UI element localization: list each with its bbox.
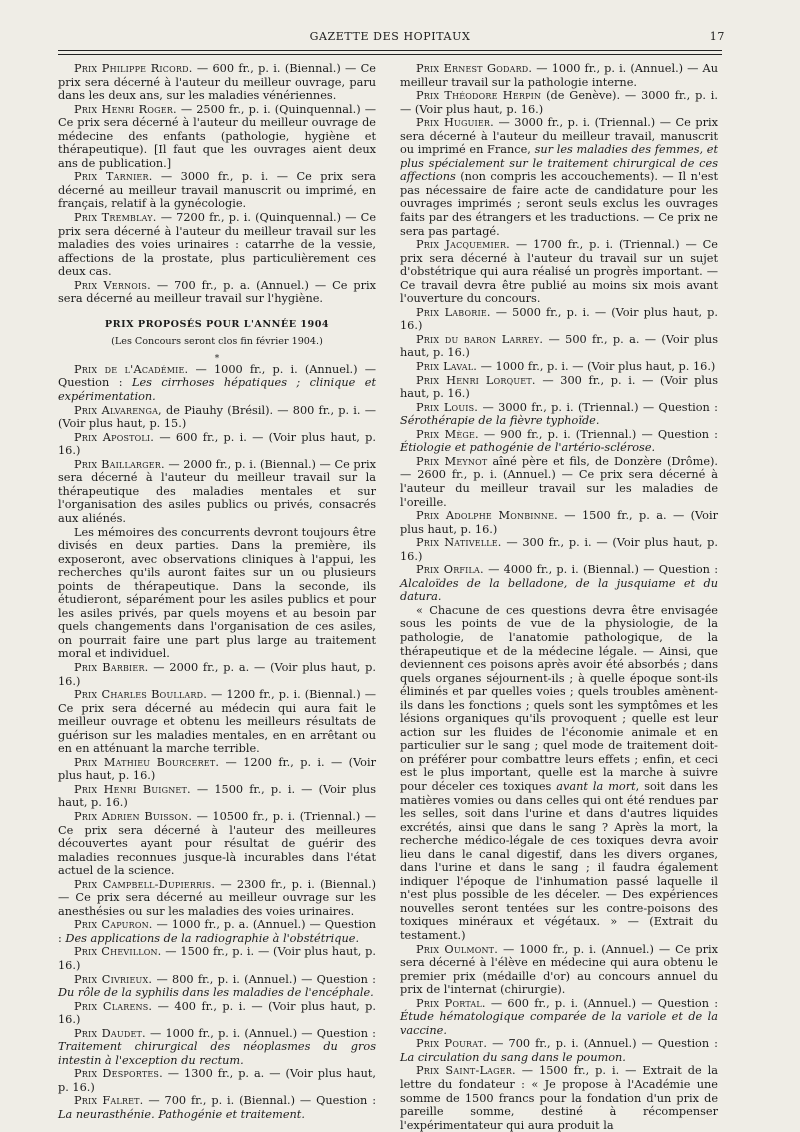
prize-question: La neurasthénie. Pathogénie et traitement. [58,1108,305,1122]
prize-text: — 1500 fr., p. i. — (Voir plus haut, p. 16.) [58,782,376,810]
prize-question: Étiologie et pathogénie de l'artério-sclérose. [400,441,656,455]
prize-entry [58,756,376,783]
prize-entry [400,116,718,238]
prize-entry [400,509,718,536]
prize-text: — 600 fr., p. i. (Annuel.) — Question : [485,996,718,1010]
prize-name: Prix Henri Buignet. [74,782,191,796]
prize-text: — 1500 fr., p. a. — (Voir plus haut, p. 16.) [400,509,718,536]
prize-name: Prix Desportes. [74,1067,163,1081]
prize-name: Prix Clarens. [74,999,153,1013]
prize-entry [400,455,718,509]
prize-entry [400,563,718,604]
prize-text: — 2300 fr., p. i. (Biennal.) — Ce prix sera décerné au meilleur ouvrage sur les anesthésies ou sur les maladies des voies urinaires. [58,877,376,918]
prize-text: — 500 fr., p. a. — (Voir plus haut, p. 16.) [400,332,718,360]
prize-name: Prix Henri Lorquet. [416,373,536,387]
prize-name: Prix Tremblay. [74,211,157,225]
prize-name: Prix Laborie. [416,305,491,319]
prize-text: — 1700 fr., p. i. (Triennal.) — Ce prix sera décerné à l'auteur du travail sur un sujet d'obstétrique qui aura réalisé un progrès important. — Ce travail devra être publié au moins six mois avant l'ouverture du concours. [400,238,718,306]
prize-text: (de Genève). — 3000 fr., p. i. — (Voir plus haut, p. 16.) [400,89,718,116]
prize-text: — 400 fr., p. i. — (Voir plus haut, p. 16.) [58,999,376,1027]
prize-entry [400,374,718,401]
prize-name: Prix Campbell-Dupierris. [74,877,216,891]
prize-text: — 3000 fr., p. i. (Triennal.) — Ce prix sera décerné à l'auteur du meilleur travail, manuscrit ou imprimé en France, [400,116,719,157]
prize-text: — 1000 fr., p. i. (Annuel.) — Question : [58,362,377,390]
prize-text: — 600 fr., p. i. — (Voir plus haut, p. 16.) [58,430,376,458]
prize-entry [58,945,376,972]
page-number: 17 [709,30,725,43]
prize-entry [58,170,376,211]
prize-name: Prix Charles Boullard. [74,688,208,702]
paragraph: Les mémoires des concurrents devront toujours être divisés en deux parties. Dans la première, ils exposeront, avec observations cliniques à l'appui, les recherches qu'ils auront faites sur un ou plusieurs points de thérapeutique. Dans la seconde, ils étudieront, séparément pour les asiles publics et pour les asiles privés, par quels moyens et au besoin par quels changements dans l'organisation de ces asiles, on pourrait faire une part plus large au traitement moral et individuel. [58,525,376,661]
prize-name: Prix Falret. [74,1094,144,1108]
prize-text: — 300 fr., p. i. — (Voir plus haut, p. 16.) [400,373,718,401]
prize-name: Prix Huguier. [416,116,494,130]
prize-name: Prix Jacquemier. [416,238,510,252]
quote-emphasis: avant la mort [556,779,636,793]
header-rule-thick [58,50,722,51]
section-note: (Les Concours seront clos fin février 1904.) [111,336,323,348]
prize-entry [58,783,376,810]
prize-name: Prix Baillarger. [74,457,165,471]
prize-name: Prix Civrieux. [74,972,153,986]
prize-name: Prix Adolphe Monbinne. [416,509,558,523]
testament-quote [400,604,718,943]
prize-entry [58,431,376,458]
prize-text: — 700 fr., p. a. (Annuel.) — Ce prix sera décerné au meilleur travail sur l'hygiène. [58,278,376,306]
prize-entry [58,878,376,919]
prize-text: — 1300 fr., p. a. — (Voir plus haut, p. 16.) [58,1067,376,1094]
prize-entry [400,1064,718,1132]
prize-question: Étude hématologique comparée de la variole et de la vaccine. [400,1010,718,1037]
prize-name: Prix Henri Roger. [74,102,177,116]
prize-name: Prix Barbier. [74,660,149,674]
prize-name: Prix Mathieu Bourceret. [74,755,220,769]
left-column [58,62,376,1122]
prize-name: Prix Capuron. [74,918,153,932]
prize-name: Prix Nativelle. [416,536,502,550]
prize-entry [58,1027,376,1068]
page-header [55,28,725,48]
prize-text: — 2000 fr., p. a. — (Voir plus haut, p. 16.) [58,660,376,688]
prize-question: Les cirrhoses hépatiques ; clinique et expérimentation. [58,376,376,404]
prize-entry [400,238,718,306]
prize-text: — 800 fr., p. i. (Annuel.) — Question : [152,972,376,986]
prize-text: — 3000 fr., p. i. (Triennal.) — Question : [478,400,718,414]
prize-text: aîné père et fils, de Donzère (Drôme). — 2600 fr., p. i. (Annuel.) — Ce prix sera décerné à l'auteur du meilleur travail sur les maladies de l'oreille. [400,454,719,509]
journal-title: GAZETTE DES HOPITAUX [309,30,471,43]
prize-text: — 7200 fr., p. i. (Quinquennal.) — Ce prix sera décerné à l'auteur du meilleur travail sur les maladies des voies urinaires : catarrhe de la vessie, affections de la prostate, plus particulièrement ces deux cas. [58,211,377,279]
prize-entry [58,363,376,404]
prize-text: — 10500 fr., p. i. (Triennal.) — Ce prix sera décerné à l'auteur des meilleures découvertes ayant pour résultat de guérir des maladies reconnues jusque-là incurables dans l'état actuel de la science. [58,809,376,878]
prize-name: Prix Adrien Buisson. [74,809,193,823]
prize-question: Alcaloïdes de la belladone, de la jusquiame et du datura. [400,576,718,604]
prize-name: Prix Chevillon. [74,945,162,959]
prize-name: Prix Vernois. [74,278,151,292]
prize-question: Des applications de la radiographie à l'obstétrique. [65,931,360,945]
prize-name: Prix Laval. [416,360,478,374]
prize-entry [58,1000,376,1027]
prize-name: Prix Théodore Herpin [416,89,542,103]
prize-entry [400,1037,718,1064]
prize-entry [400,333,718,360]
prize-text: — 1000 fr., p. a. (Annuel.) — Question : [58,918,376,945]
prize-name: Prix Meynot [416,454,488,468]
prize-entry [400,997,718,1038]
prize-name: Prix Apostoli. [74,430,155,444]
prize-text: — 2500 fr., p. i. (Quinquennal.) — Ce prix sera décerné à l'auteur du meilleur ouvrage de médecine des enfants (pathologie, hygiène et thérapeutique). [Il faut que les ouvrages aient deux ans de publication.] [58,102,376,170]
prize-entry [400,62,718,89]
prize-text: — 600 fr., p. i. (Biennal.) — Ce prix sera décerné à l'auteur du meilleur ouvrage, paru dans les deux ans, sur les maladies vénériennes. [58,62,376,103]
prize-entry [58,973,376,1000]
prize-entry [400,306,718,333]
prize-subject: sur les maladies des femmes, et plus spécialement sur le traitement chirurgical de ces affections [400,143,718,184]
prize-entry [58,918,376,945]
right-column [400,62,718,1132]
prize-text: — 1200 fr., p. i. (Biennal.) — Ce prix sera décerné au médecin qui aura fait le meilleur ouvrage et obtenu les meilleurs résultats de guérison sur les maladies mentales, en en arrêtant ou en en atténuant la marche terrible. [58,688,377,756]
prize-text: — 1500 fr., p. i. — Extrait de la lettre du fondateur : « Je propose à l'Académie une somme de 1500 francs pour la fondation d'un prix de pareille somme, destiné à récompenser l'expérimentateur qui aura produit la [400,1064,718,1132]
prize-text: (non compris les accouchements). — Il n'est pas nécessaire de faire acte de candidature pour les ouvrages imprimés ; seront seuls exclus les ouvrages faits par des étrangers et les traductions. — Ce prix ne sera pas partagé. [400,170,718,238]
prize-entry [58,404,376,431]
section-heading: PRIX PROPOSÉS POUR L'ANNÉE 1904 [104,318,330,330]
prize-text: — 700 fr., p. i. (Annuel.) — Question : [487,1037,718,1051]
quote-text: , soit dans les matières vomies ou dans celles qui ont été rendues par les selles, soit dans l'urine et dans d'autres liquides excrétés, ainsi que dans le sang ? Après la mort, la recherche médico-légale de ces toxiques devra avoir lieu dans le canal digestif, dans les divers organes, dans l'urine et dans le sang ; il faudra également indiquer l'époque de l'inhumation passé laquelle il n'est plus possible de les déceler. — Des expériences nouvelles seront tentées sur les contre-poisons des toxiques minéraux et végétaux. » — (Extrait du testament.) [400,779,718,942]
prize-text: — 1200 fr., p. i. — (Voir plus haut, p. 16.) [58,755,376,783]
prize-name: Prix Daudet. [74,1026,146,1040]
prize-question: La circulation du sang dans le poumon. [400,1050,626,1064]
prize-name: Prix Ernest Godard. [416,62,533,75]
prize-entry [400,401,718,428]
prize-entry [400,536,718,563]
prize-text: — 3000 fr., p. i. — Ce prix sera décerné au meilleur travail manuscrit ou imprimé, en français, relatif à la gynécologie. [58,170,376,211]
prize-name: Prix Tarnier. [74,170,153,184]
prize-name: Prix du baron Larrey. [416,332,544,346]
prize-name: Prix Pourat. [416,1037,488,1051]
prize-entry [400,428,718,455]
header-rule-thin [58,54,722,55]
prize-text: — 1000 fr., p. i. (Annuel.) — Au meilleur travail sur la pathologie interne. [400,62,718,89]
prize-name: Prix Philippe Ricord. [74,62,193,75]
prize-question: Sérothérapie de la fièvre typhoïde. [400,414,600,428]
separator-star: * [214,353,220,364]
prize-entry [58,1067,376,1094]
prize-text: — 900 fr., p. i. (Triennal.) — Question : [478,427,718,441]
prize-entry [58,1094,376,1121]
prize-text: — 4000 fr., p. i. (Biennal.) — Question : [483,563,719,577]
prize-text: — 1000 fr., p. i. (Annuel.) — Ce prix sera décerné à l'élève en médecine qui aura obtenu le premier prix (médaille d'or) au concours annuel du prix de l'internat (chirurgie). [400,942,718,997]
prize-name: Prix Orfila. [416,563,484,577]
prize-entry [58,810,376,878]
prize-entry [58,103,376,171]
prize-entry [58,279,376,306]
prize-name: Prix Alvarenga, [74,403,162,417]
prize-name: Prix Saint-Lager. [416,1064,516,1078]
prize-entry [58,458,376,526]
prize-name: Prix Louis. [416,400,479,414]
prize-entry [400,943,718,997]
prize-entry [58,62,376,103]
prize-entry [58,211,376,279]
prize-text: de Piauhy (Brésil). — 800 fr., p. i. — (Voir plus haut, p. 15.) [58,403,376,431]
prize-text: — 700 fr., p. i. (Biennal.) — Question : [143,1094,376,1108]
quote-text: « Chacune de ces questions devra être envisagée sous les points de vue de la physiologie, de la pathologie, de l'anatomie pathologique, de la thérapeutique et de la médecine légale. — Ainsi, que deviennent ces poisons après avoir été absorbés ; dans quels organes séjournent-ils ; à quelle époque sont-ils éliminés et par quelles voies ; quels troubles amènent-ils dans les fonctions ; quels sont les symptômes et les lésions organiques qu'ils provoquent ; quelle est leur action sur les fluides de l'économie animale et en particulier sur le sang ; quel mode de traitement doit-on préférer pour combattre leurs effets ; enfin, et ceci est le plus important, quelle est la marche à suivre pour déceler ces toxiques [400,603,718,793]
prize-question: Traitement chirurgical des néoplasmes du gros intestin à l'exception du rectum. [58,1040,376,1067]
prize-text: — 1500 fr., p. i. — (Voir plus haut, p. 16.) [58,945,376,972]
prize-entry [58,661,376,688]
prize-entry [400,360,718,374]
prize-entry [400,89,718,116]
prize-text: — 1000 fr., p. i. — (Voir plus haut, p. 16.) [477,360,716,374]
prize-name: Prix Portal. [416,996,486,1010]
prize-question: Du rôle de la syphilis dans les maladies de l'encéphale. [58,986,374,1000]
prize-text: — 2000 fr., p. i. (Biennal.) — Ce prix sera décerné à l'auteur du meilleur travail sur la thérapeutique des maladies mentales et sur l'organisation des asiles publics ou privés, consacrés aux aliénés. [58,457,376,525]
prize-text: — 5000 fr., p. i. — (Voir plus haut, p. 16.) [400,305,718,333]
prize-name: Prix Mège. [416,427,479,441]
prize-entry [58,688,376,756]
prize-name: Prix Oulmont. [416,942,499,956]
prize-text: — 300 fr., p. i. — (Voir plus haut, p. 16.) [400,536,718,563]
prize-text: — 1000 fr., p. i. (Annuel.) — Question : [145,1026,376,1040]
prize-name: Prix de l'Académie. [74,362,189,376]
